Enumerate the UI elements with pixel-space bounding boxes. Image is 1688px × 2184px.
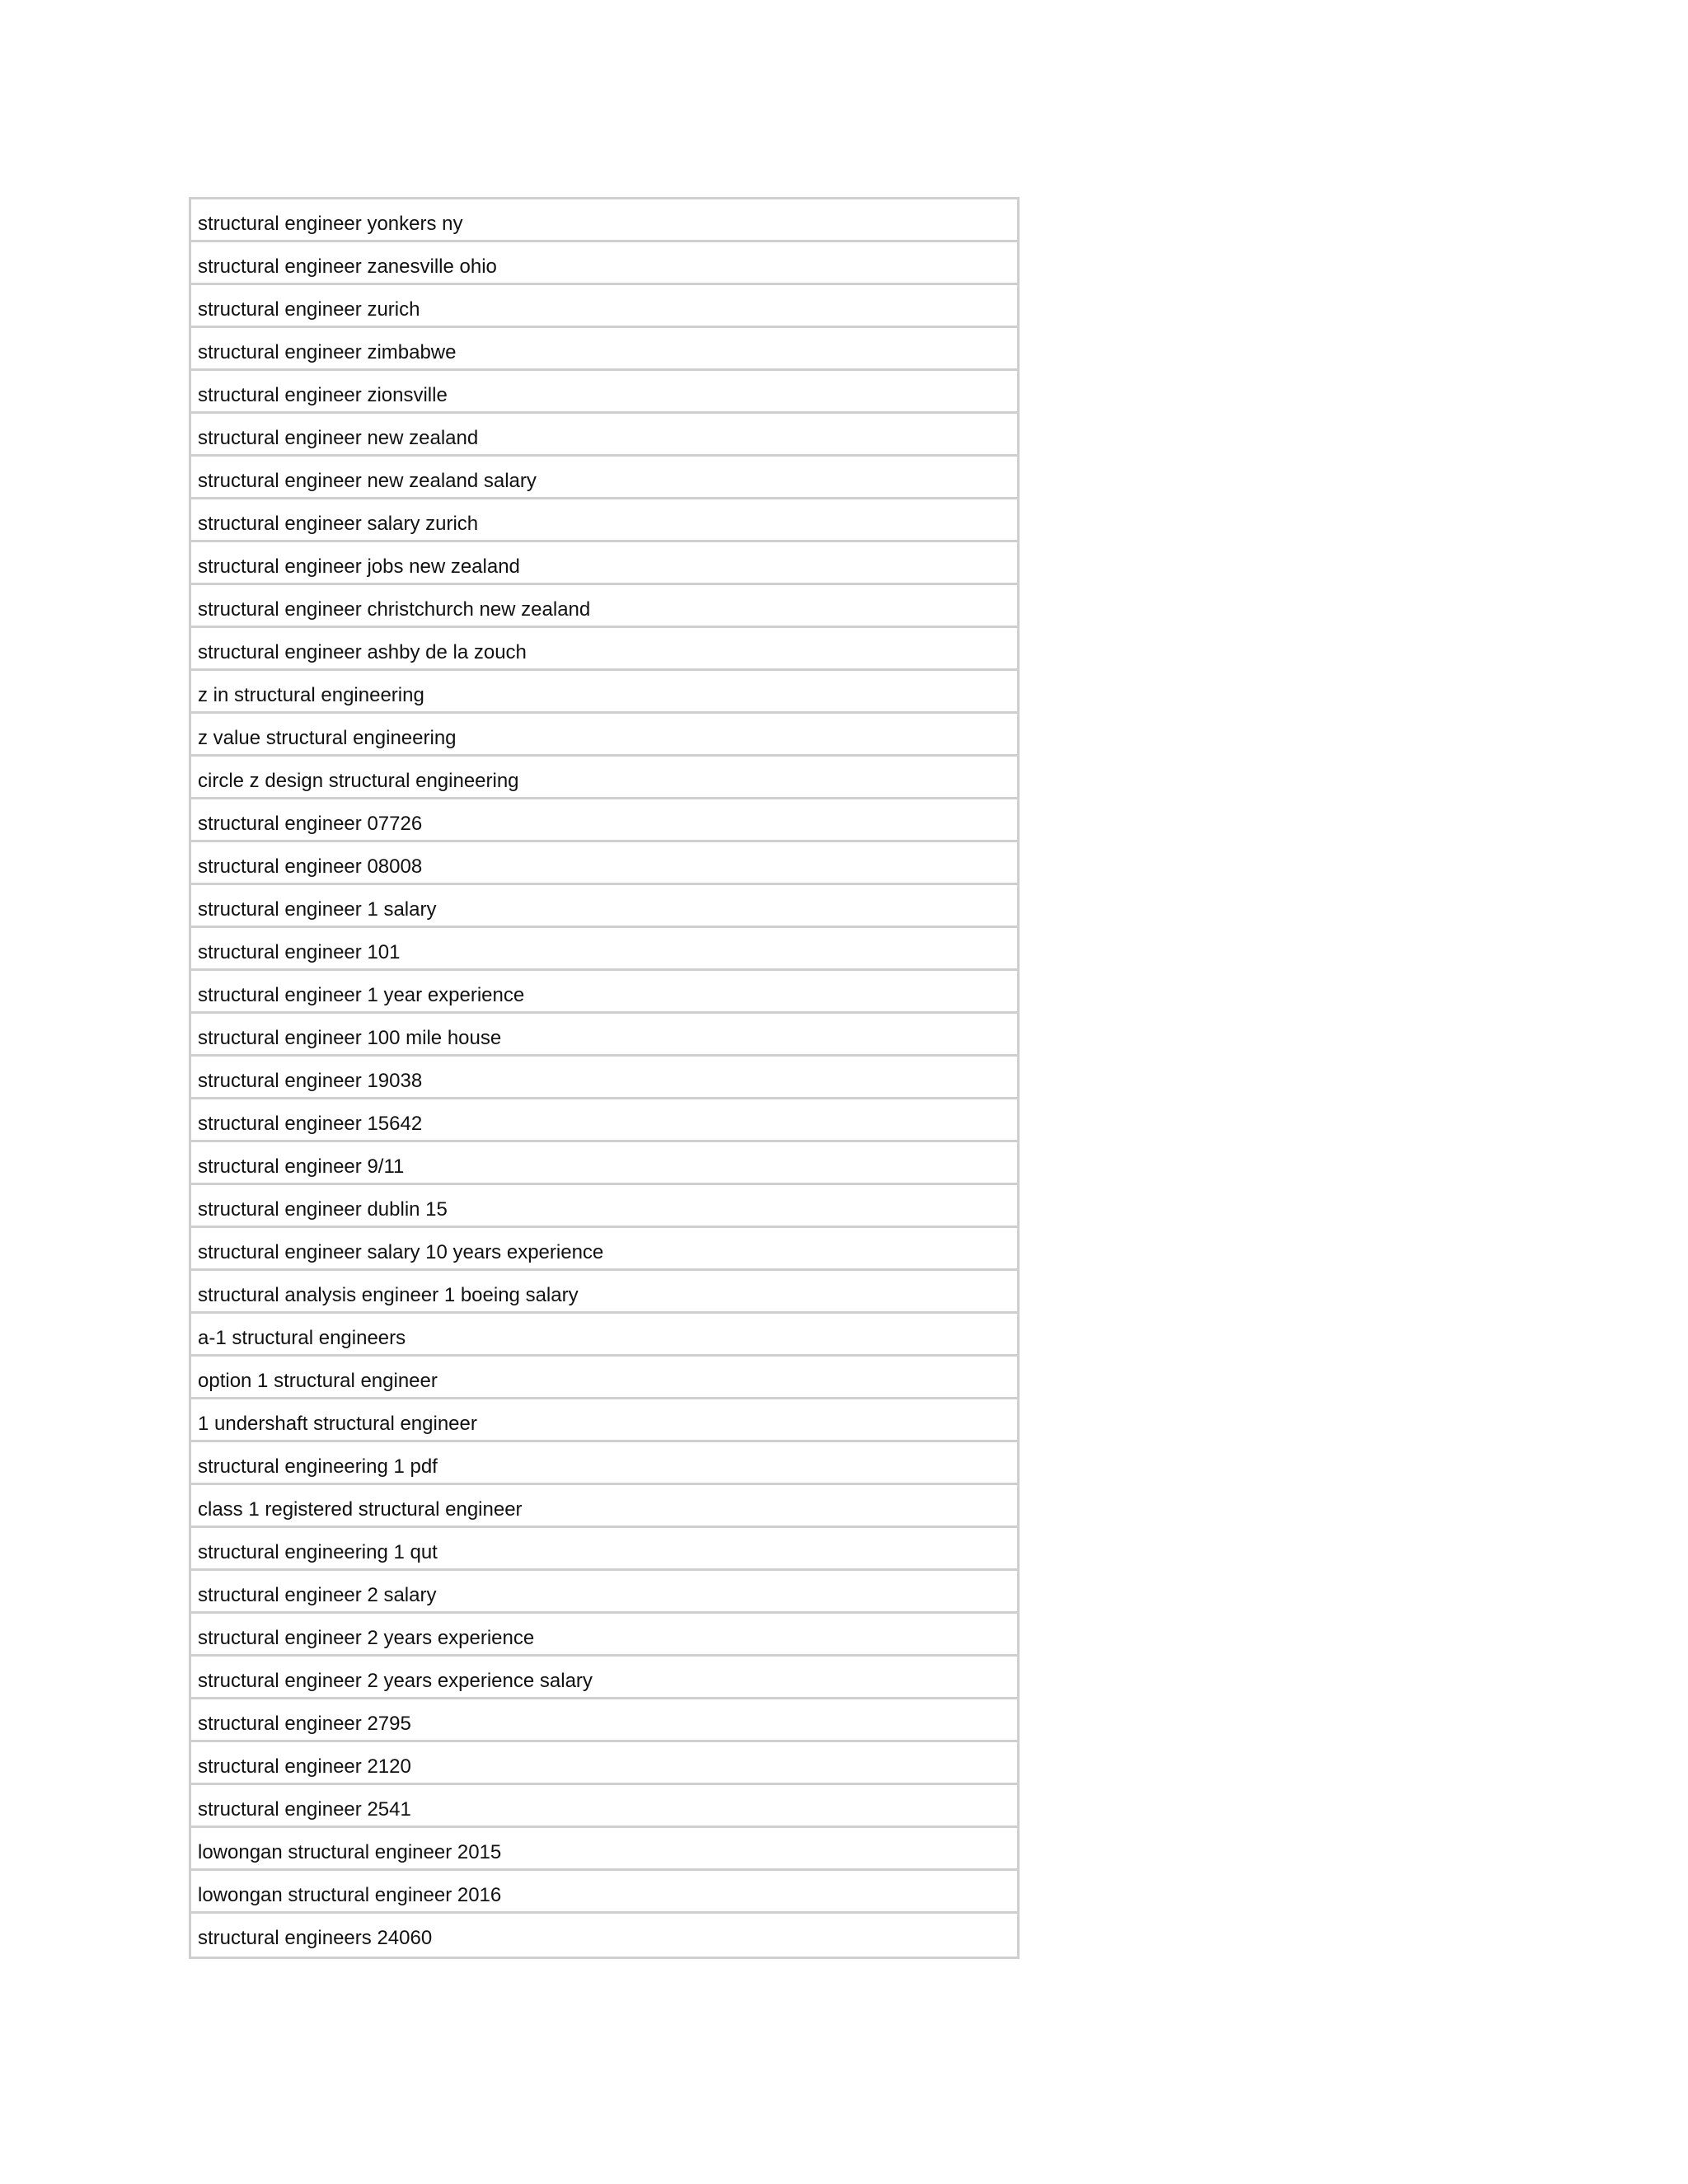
- table-row: structural engineer 1 year experience: [191, 971, 1017, 1014]
- table-row: structural engineer ashby de la zouch: [191, 628, 1017, 671]
- table-row: z in structural engineering: [191, 671, 1017, 714]
- table-row: structural engineer christchurch new zealand: [191, 585, 1017, 628]
- table-row: structural engineer 2120: [191, 1742, 1017, 1785]
- table-row: structural engineer dublin 15: [191, 1185, 1017, 1228]
- table-row: structural engineering 1 qut: [191, 1528, 1017, 1571]
- table-row: circle z design structural engineering: [191, 757, 1017, 799]
- table-row: structural engineer salary 10 years experience: [191, 1228, 1017, 1271]
- keyword-table: [189, 197, 1020, 1959]
- table-row: structural engineer zanesville ohio: [191, 242, 1017, 285]
- table-row: structural engineer 100 mile house: [191, 1014, 1017, 1057]
- table-row: structural engineer jobs new zealand: [191, 542, 1017, 585]
- table-row: a-1 structural engineers: [191, 1314, 1017, 1357]
- table-row: structural engineer new zealand: [191, 414, 1017, 457]
- table-row: structural engineer 2795: [191, 1699, 1017, 1742]
- table-row: structural engineer 15642: [191, 1099, 1017, 1142]
- table-row: structural engineer 19038: [191, 1057, 1017, 1099]
- table-row: lowongan structural engineer 2016: [191, 1871, 1017, 1914]
- table-row: structural engineer 2 years experience: [191, 1614, 1017, 1657]
- table-row: structural engineer yonkers ny: [191, 199, 1017, 242]
- table-row: 1 undershaft structural engineer: [191, 1399, 1017, 1442]
- table-row: structural engineer 2 salary: [191, 1571, 1017, 1614]
- table-row: structural engineer 2 years experience salary: [191, 1657, 1017, 1699]
- table-row: class 1 registered structural engineer: [191, 1485, 1017, 1528]
- table-row: structural engineering 1 pdf: [191, 1442, 1017, 1485]
- table-row: structural engineer 2541: [191, 1785, 1017, 1828]
- table-row: structural engineer 9/11: [191, 1142, 1017, 1185]
- table-row: lowongan structural engineer 2015: [191, 1828, 1017, 1871]
- table-row: option 1 structural engineer: [191, 1357, 1017, 1399]
- table-row: structural engineer 101: [191, 928, 1017, 971]
- table-row: structural engineer zionsville: [191, 371, 1017, 414]
- table-row: structural engineer new zealand salary: [191, 457, 1017, 499]
- table-row: structural engineer 07726: [191, 799, 1017, 842]
- table-row: structural engineer zurich: [191, 285, 1017, 328]
- table-row: z value structural engineering: [191, 714, 1017, 757]
- table-row: structural engineer 1 salary: [191, 885, 1017, 928]
- table-row: structural engineers 24060: [198, 1927, 433, 1949]
- table-row: structural engineer zimbabwe: [191, 328, 1017, 371]
- table-row: structural engineer salary zurich: [191, 499, 1017, 542]
- table-row: structural engineer 08008: [191, 842, 1017, 885]
- table-row: structural analysis engineer 1 boeing salary: [191, 1271, 1017, 1314]
